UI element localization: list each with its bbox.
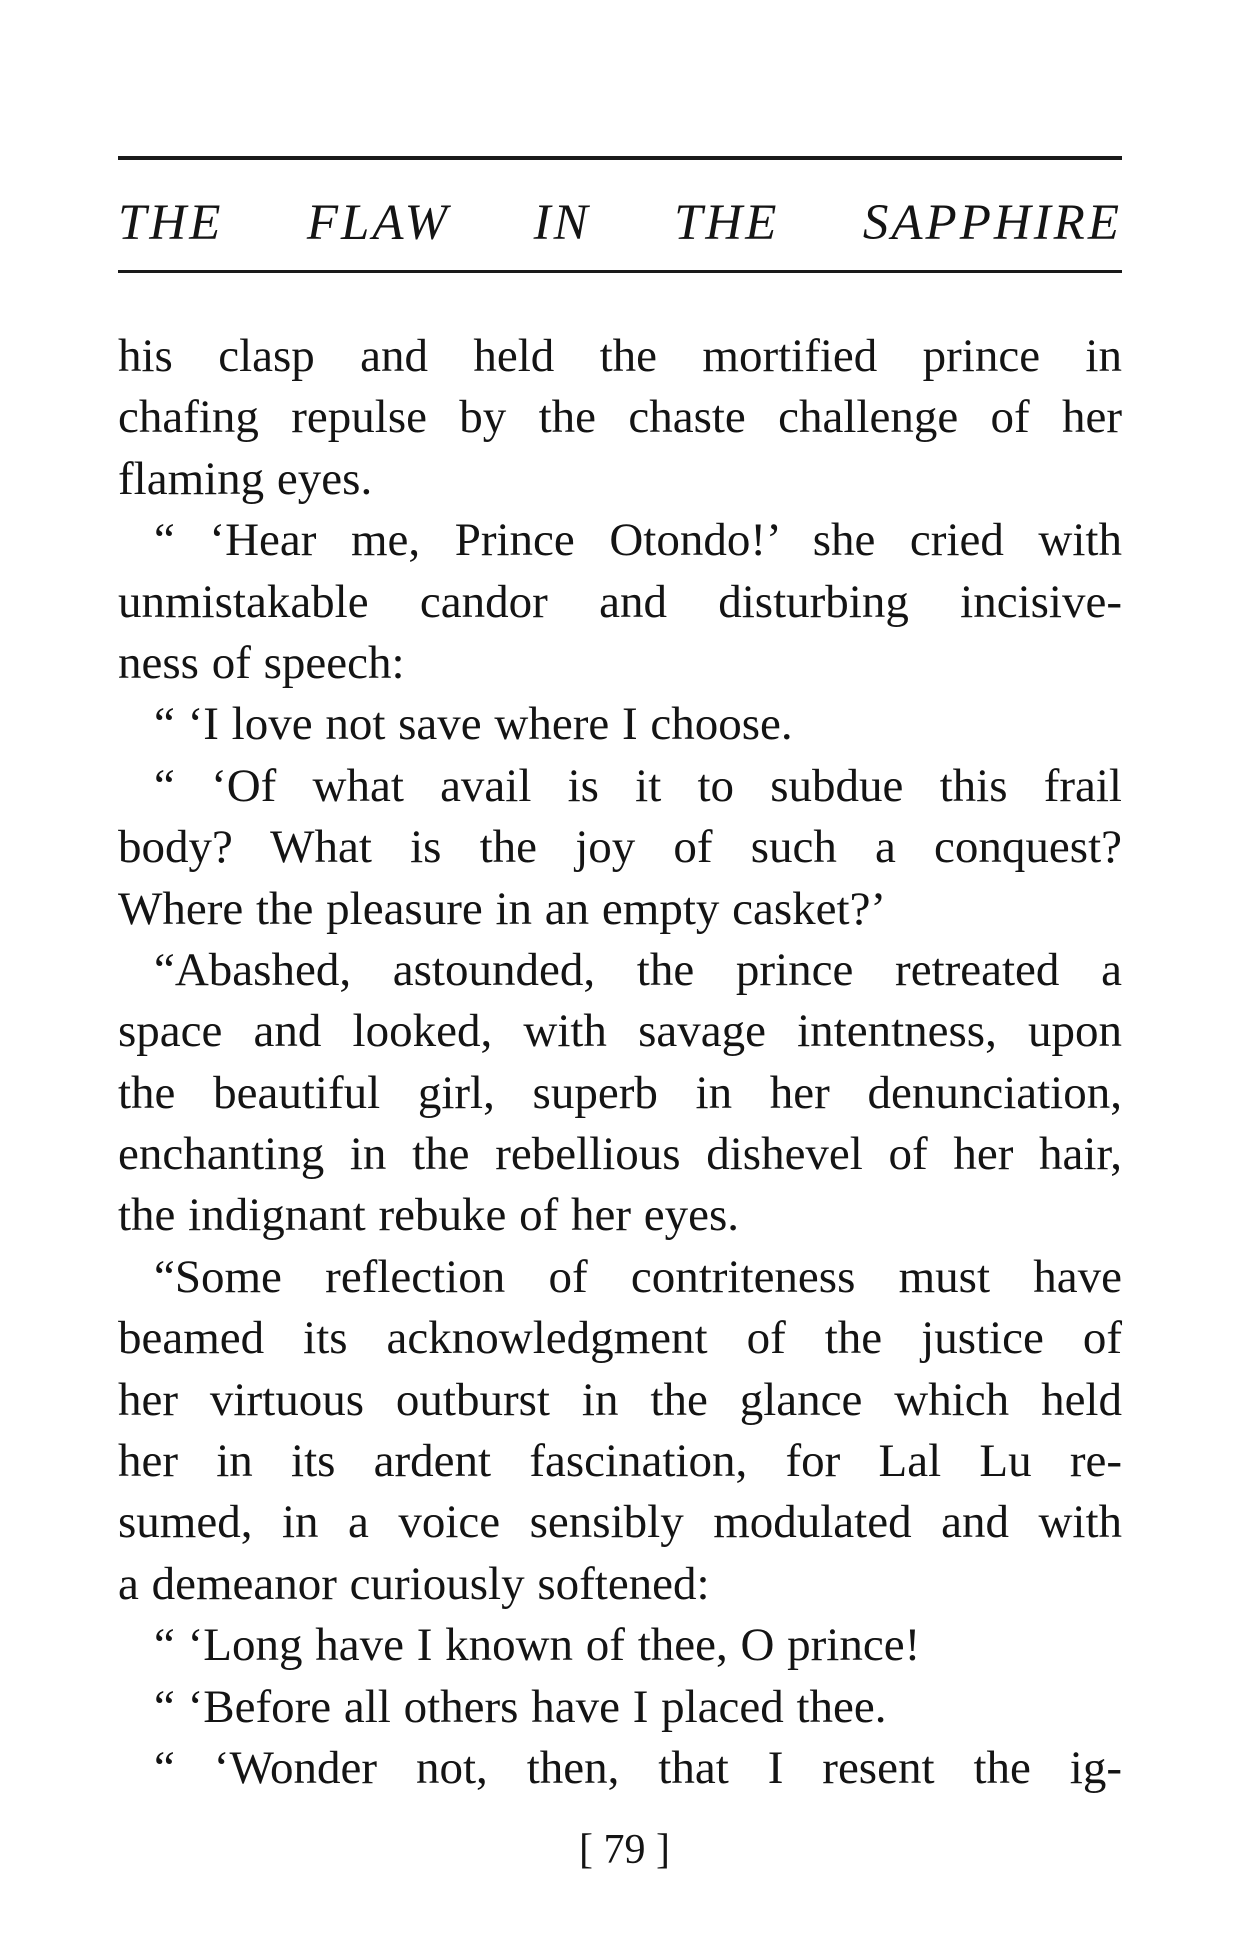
text-line: chafing repulse by the chaste challenge of her xyxy=(118,391,1122,444)
text-line: a demeanor curiously softened: xyxy=(118,1557,710,1610)
running-head: THE FLAW IN THE SAPPHIRE xyxy=(118,195,1122,251)
body-text xyxy=(118,326,1122,1799)
text-line: her in its ardent fascination, for Lal Lu re- xyxy=(118,1435,1122,1488)
text-line: ness of speech: xyxy=(118,636,405,689)
text-line: flaming eyes. xyxy=(118,452,373,505)
text-line: “Abashed, astounded, the prince retreated a xyxy=(154,943,1122,996)
header-rule-top xyxy=(118,156,1122,160)
text-line: “ ‘I love not save where I choose. xyxy=(154,698,793,751)
text-line: “ ‘Wonder not, then, that I resent the ig- xyxy=(154,1741,1122,1794)
text-line: space and looked, with savage intentness, upon xyxy=(118,1005,1122,1058)
text-line: “ ‘Hear me, Prince Otondo!’ she cried with xyxy=(154,514,1122,567)
text-line: sumed, in a voice sensibly modulated and with xyxy=(118,1496,1122,1549)
text-line: “ ‘Of what avail is it to subdue this frail xyxy=(154,759,1122,812)
text-line: “ ‘Long have I known of thee, O prince! xyxy=(154,1619,921,1672)
text-line: beamed its acknowledgment of the justice of xyxy=(118,1312,1122,1365)
text-line: “ ‘Before all others have I placed thee. xyxy=(154,1680,887,1733)
text-line: body? What is the joy of such a conquest? xyxy=(118,821,1122,874)
text-line: “Some reflection of contriteness must have xyxy=(154,1250,1122,1303)
text-line: unmistakable candor and disturbing incisive- xyxy=(118,575,1122,628)
text-line: her virtuous outburst in the glance which held xyxy=(118,1373,1122,1426)
page-number: [ 79 ] xyxy=(579,1827,670,1873)
text-line: Where the pleasure in an empty casket?’ xyxy=(118,882,887,935)
text-line: the indignant rebuke of her eyes. xyxy=(118,1189,740,1242)
text-line: the beautiful girl, superb in her denunciation, xyxy=(118,1066,1122,1119)
header-rule-bottom xyxy=(118,270,1122,273)
text-line: his clasp and held the mortified prince in xyxy=(118,330,1122,382)
text-line: enchanting in the rebellious dishevel of her hair, xyxy=(118,1128,1122,1181)
